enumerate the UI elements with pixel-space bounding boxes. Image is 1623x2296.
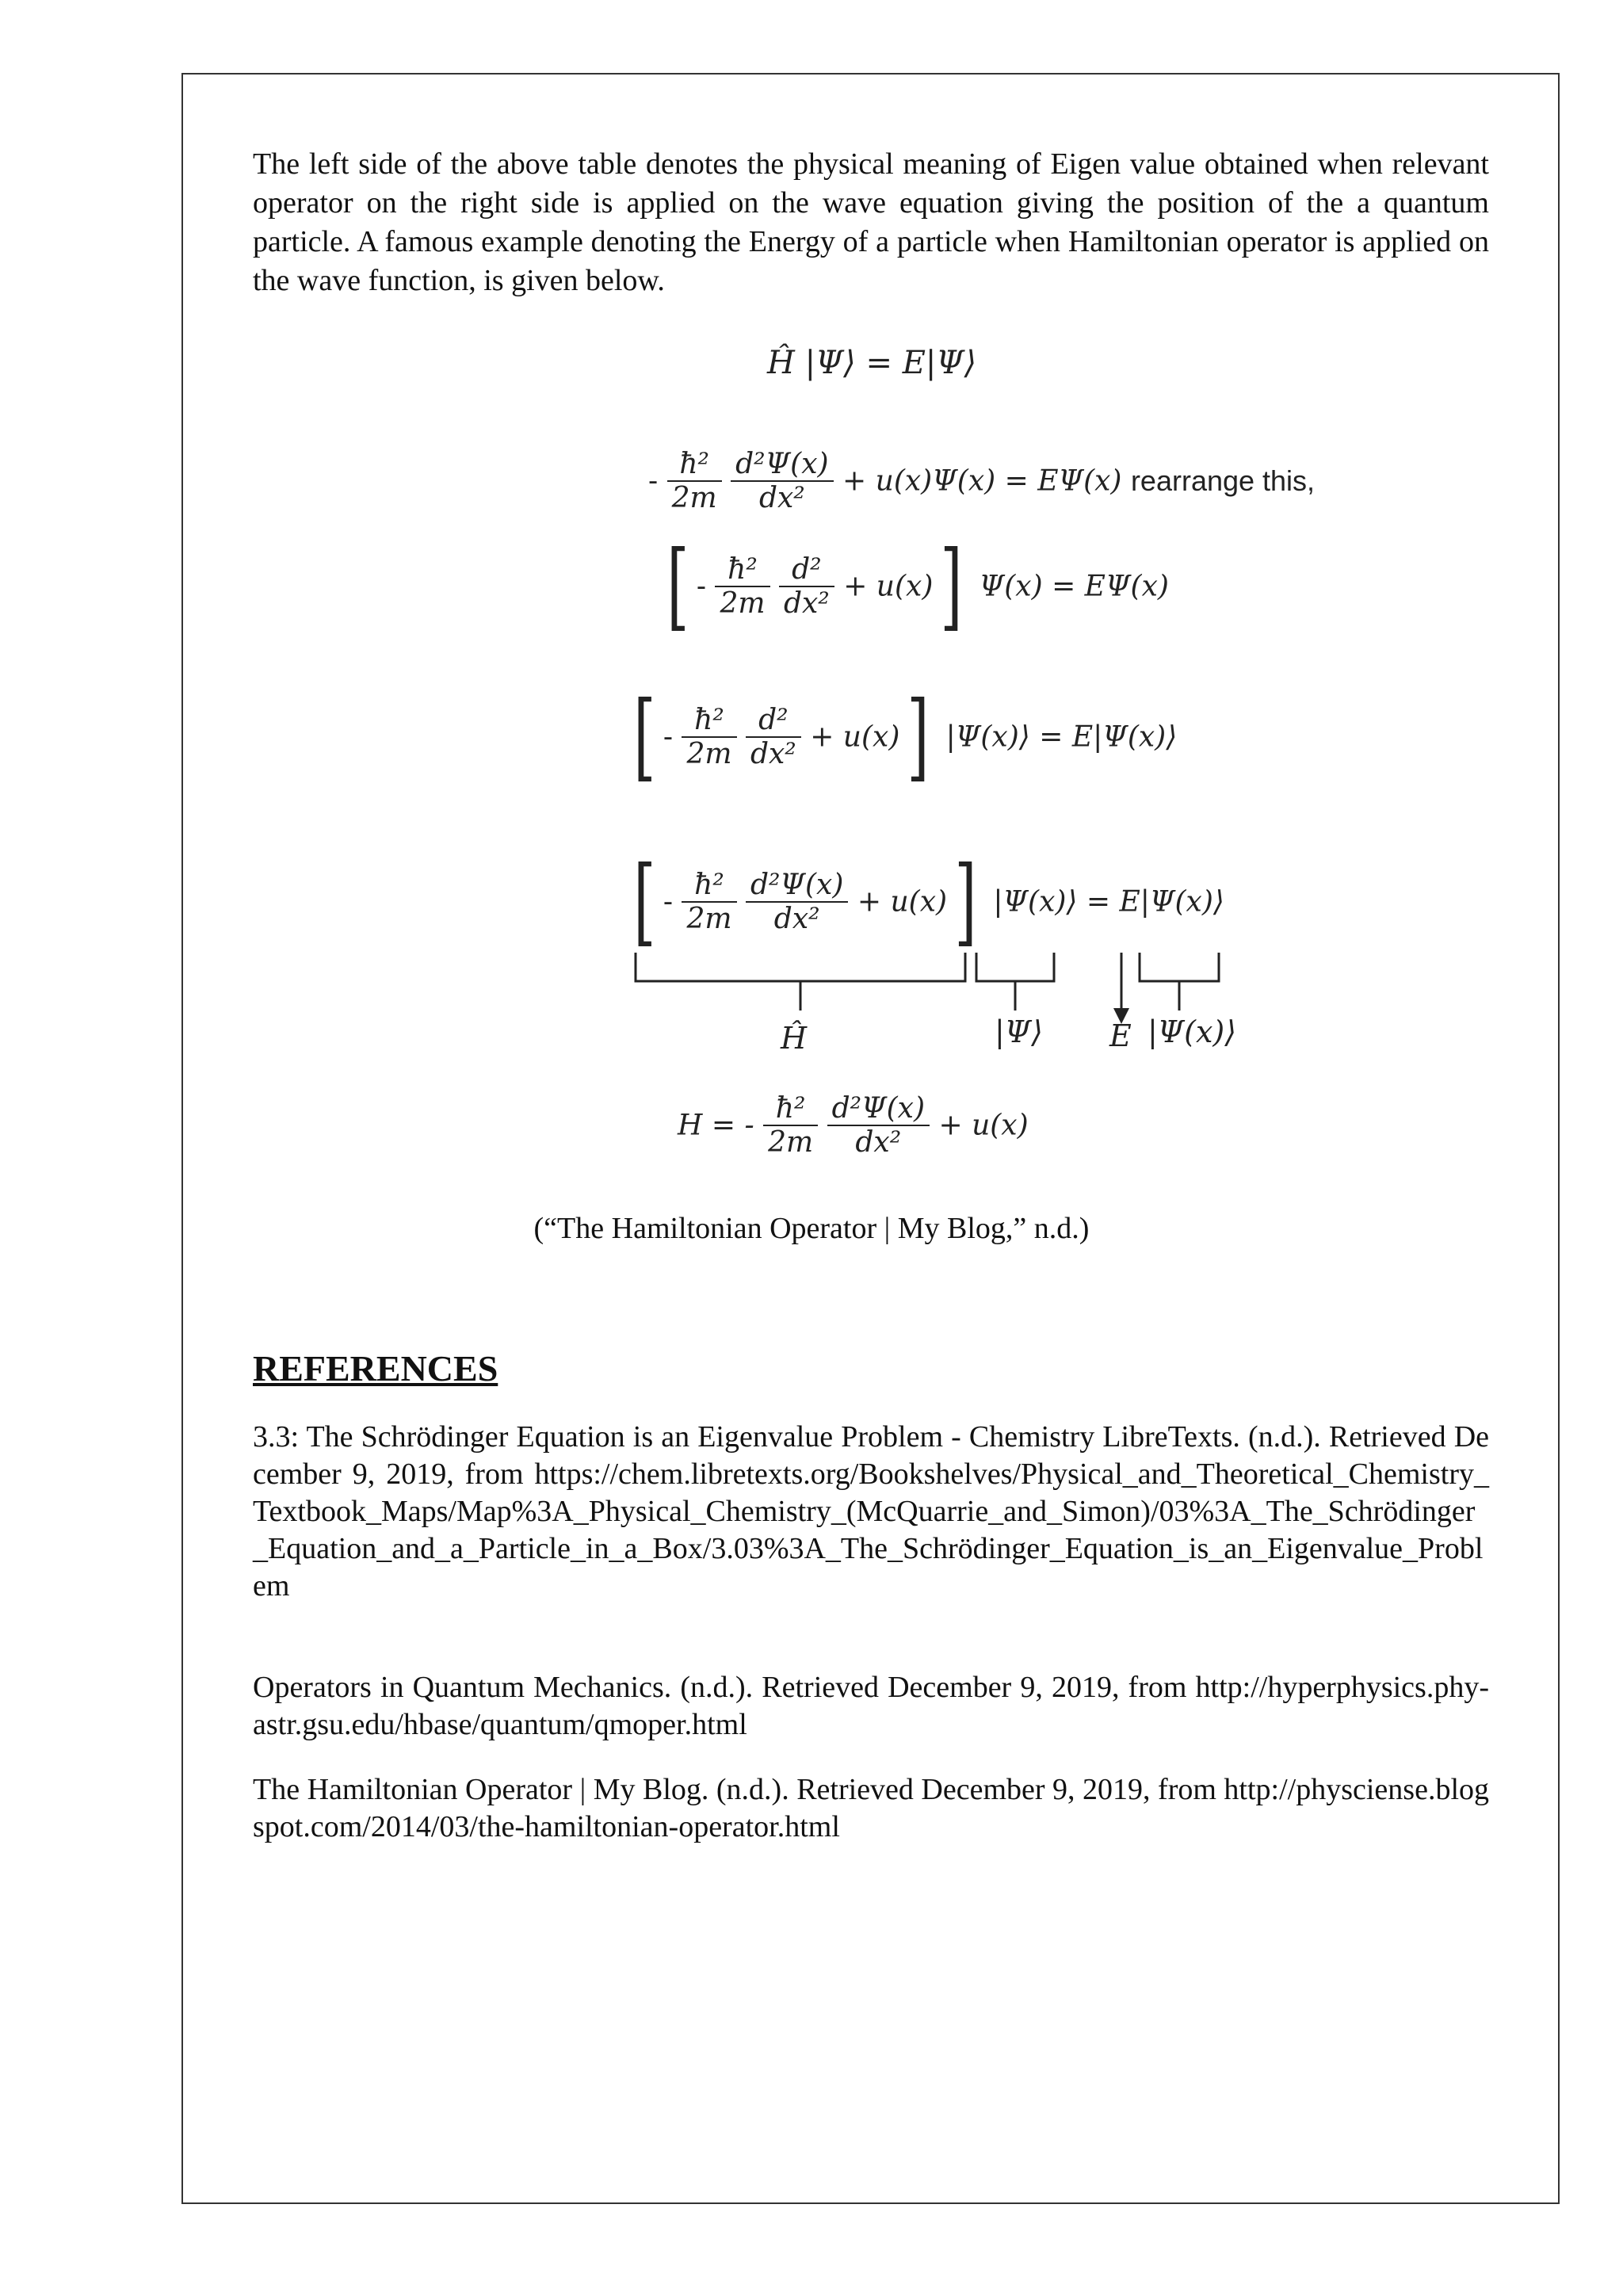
equation-hamiltonian-definition — [678, 1092, 1029, 1159]
figure-citation: (“The Hamiltonian Operator | My Blog,” n.d.) — [533, 1212, 1090, 1245]
equation-annotated: [ - $\frac{\text{ħ²}}{2m}$ $\frac{\text{d²Ψ(x)}}{\text{dx²}}$ + u(x)] |Ψ(x)⟩ = E|Ψ(x)⟩ — [633, 846, 1224, 957]
reference-item-1: 3.3: The Schrödinger Equation is an Eigenvalue Problem - Chemistry LibreTexts. (n.d.). Retrieved December 9, 2019, from https://chem.libretexts.org/Bookshelves/Physical_and_Theoretical_Chemistry_Textbook_Maps/Map%3A_Physical_Chemistry_(McQuarrie_and_Simon)/03%3A_The_Schrödinger_Equation_and_a_Particle_in_a_Box/3.03%3A_The_Schrödinger_Equation_is_an_Eigenvalue_Problem — [253, 1420, 1489, 1603]
equation-rhs: + u(x)Ψ(x) = EΨ(x) — [842, 464, 1122, 498]
fraction-second-derivative: $\frac{\text{d²Ψ(x)}}{\text{dx²}}$ — [731, 448, 833, 514]
fraction-second-derivative: $\frac{\text{d²Ψ(x)}}{\text{dx²}}$ — [746, 869, 848, 935]
potential-term: + u(x) — [810, 720, 900, 754]
fraction-hbar-2m: $\frac{\text{ħ²}}{2m}$ — [763, 1092, 818, 1159]
label-ket-psi-x: |Ψ(x)⟩ — [1148, 1014, 1237, 1049]
equation-eigenvalue: Ĥ |Ψ⟩ = E|Ψ⟩ — [767, 345, 977, 381]
fraction-hbar-2m: $\frac{\text{ħ²}}{2m}$ — [682, 704, 736, 770]
equation-schrodinger: - $\frac{\text{ħ²}}{2m}$ $\frac{\text{d²Ψ(x)}}{\text{dx²}}$ + u(x)Ψ(x) = EΨ(x) rearrange this, — [648, 448, 1316, 514]
label-hamiltonian: Ĥ — [781, 1021, 808, 1056]
equation-rhs: |Ψ(x)⟩ = E|Ψ(x)⟩ — [945, 720, 1178, 754]
fraction-hbar-2m: $\frac{\text{ħ²}}{2m}$ — [667, 448, 722, 514]
intro-paragraph: The left side of the above table denotes the physical meaning of Eigen value obtained when relevant operator on the right side is applied on the wave equation giving the position of the a quantum particle. A famous example denoting the Energy of a particle when Hamiltonian operator is applied on the wave function, is given below. — [253, 147, 1489, 297]
fraction-d2-dx2: $\frac{\text{d²}}{\text{dx²}}$ — [746, 704, 801, 770]
potential-term: + u(x) — [857, 885, 948, 919]
potential-term: + u(x) — [843, 570, 934, 603]
reference-item-2: Operators in Quantum Mechanics. (n.d.). Retrieved December 9, 2019, from http://hyperphysics.phy-astr.gsu.edu/hbase/quantum/qmoper.html — [253, 1671, 1489, 1741]
label-ket-psi: |Ψ⟩ — [995, 1014, 1043, 1049]
equation-rhs: |Ψ(x)⟩ = E|Ψ(x)⟩ — [993, 885, 1224, 919]
fraction-hbar-2m: $\frac{\text{ħ²}}{2m}$ — [715, 553, 769, 620]
fraction-d2-dx2: $\frac{\text{d²}}{\text{dx²}}$ — [779, 553, 834, 620]
fraction-hbar-2m: $\frac{\text{ħ²}}{2m}$ — [682, 869, 736, 935]
label-energy: E — [1109, 1018, 1132, 1053]
fraction-second-derivative: $\frac{\text{d²Ψ(x)}}{\text{dx²}}$ — [827, 1092, 930, 1159]
equation-ket-form: [ - $\frac{\text{ħ²}}{2m}$ $\frac{\text{d²}}{\text{dx²}}$ + u(x)] |Ψ(x)⟩ = E|Ψ(x)⟩ — [633, 682, 1178, 792]
potential-term: + u(x) — [938, 1109, 1029, 1142]
references-heading: REFERENCES — [253, 1348, 498, 1389]
hamiltonian-lhs: H = - — [678, 1109, 754, 1142]
rearrange-note: rearrange this, — [1130, 464, 1316, 497]
equation-operator-form: [ - $\frac{\text{ħ²}}{2m}$ $\frac{\text{d²}}{\text{dx²}}$ + u(x)] Ψ(x) = EΨ(x) — [666, 531, 1169, 641]
reference-item-3: The Hamiltonian Operator | My Blog. (n.d.). Retrieved December 9, 2019, from http://physciense.blogspot.com/2014/03/the-hamiltonian-operator.html — [253, 1773, 1489, 1843]
annotation-braces — [626, 951, 1228, 1062]
equation-rhs: Ψ(x) = EΨ(x) — [979, 570, 1169, 603]
